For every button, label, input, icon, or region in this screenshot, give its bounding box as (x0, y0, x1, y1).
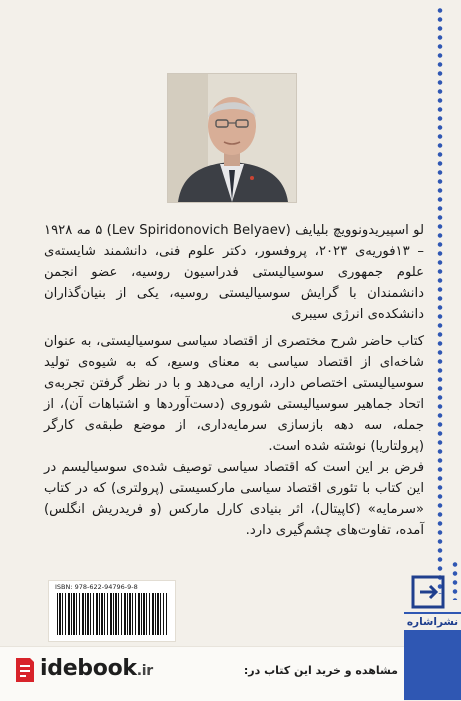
watermark-book-icon (14, 656, 36, 684)
dotted-spine-decoration (436, 6, 444, 594)
isbn-number: ISBN: 978-622-94796-9-8 (55, 583, 138, 591)
barcode-bars (57, 593, 167, 635)
publisher-name: نشراشاره (404, 614, 461, 630)
publisher-logo-icon (410, 574, 446, 610)
dotted-spine-decoration-bottom (452, 560, 458, 600)
watermark-logo-text: idebook (40, 656, 137, 681)
author-bio-text: لو اسپیریدونوویچ بلیایف (Lev Spiridonovich Belyaev) ۵ مه ۱۹۲۸ – ۱۳فوریه‌ی ۲۰۲۳، پروفسور، دکتر علوم فنی، دانشمند شایسته‌ی علوم جمهوری سوسیالیستی فدراسیون روسیه، عضو انجمن دانشمندان با گرایش سوسیالیستی روسیه، یکی از بنیان‌گذاران دانشکده‌ی انرژی سیبری (44, 223, 424, 322)
watermark-logo-suffix: .ir (136, 663, 153, 679)
isbn-barcode (48, 580, 176, 642)
description-paragraph-1: کتاب حاضر شرح مختصری از اقتصاد سیاسی سوسیالیستی، به عنوان شاخه‌ای از اقتصاد سیاسی به معنای وسیع، که به شیوه‌ی تولید سوسیالیستی اختصاص دارد، ارایه می‌دهد و با در نظر گرفتن تجربه‌ی اتحاد جماهیر سوسیالیستی شوروی (دست‌آوردها و اشتباهات آن)، از جمله، سه دهه بازسازی سرمایه‌داری، از موضع طبقه‌ی کارگر (پرولتاریا) نوشته شده است. (44, 334, 424, 454)
author-photo (168, 74, 296, 202)
description-paragraph-2: فرض بر این است که اقتصاد سیاسی توصیف شده‌ی سوسیالیسم در این کتاب با تئوری اقتصاد سیاسی مارکسیستی (پرولتری) که در کتاب «سرمایه» (کاپیتال)، اثر بنیادی کارل مارکس (و فریدریش انگلس) آمده، تفاوت‌های چشم‌گیری دارد. (44, 460, 424, 538)
author-portrait-illustration (168, 74, 296, 202)
watermark-logo[interactable] (40, 656, 153, 681)
author-bio (44, 220, 424, 325)
book-description (44, 331, 424, 541)
watermark-tagline: مشاهده و خرید این کتاب در: (243, 664, 398, 677)
